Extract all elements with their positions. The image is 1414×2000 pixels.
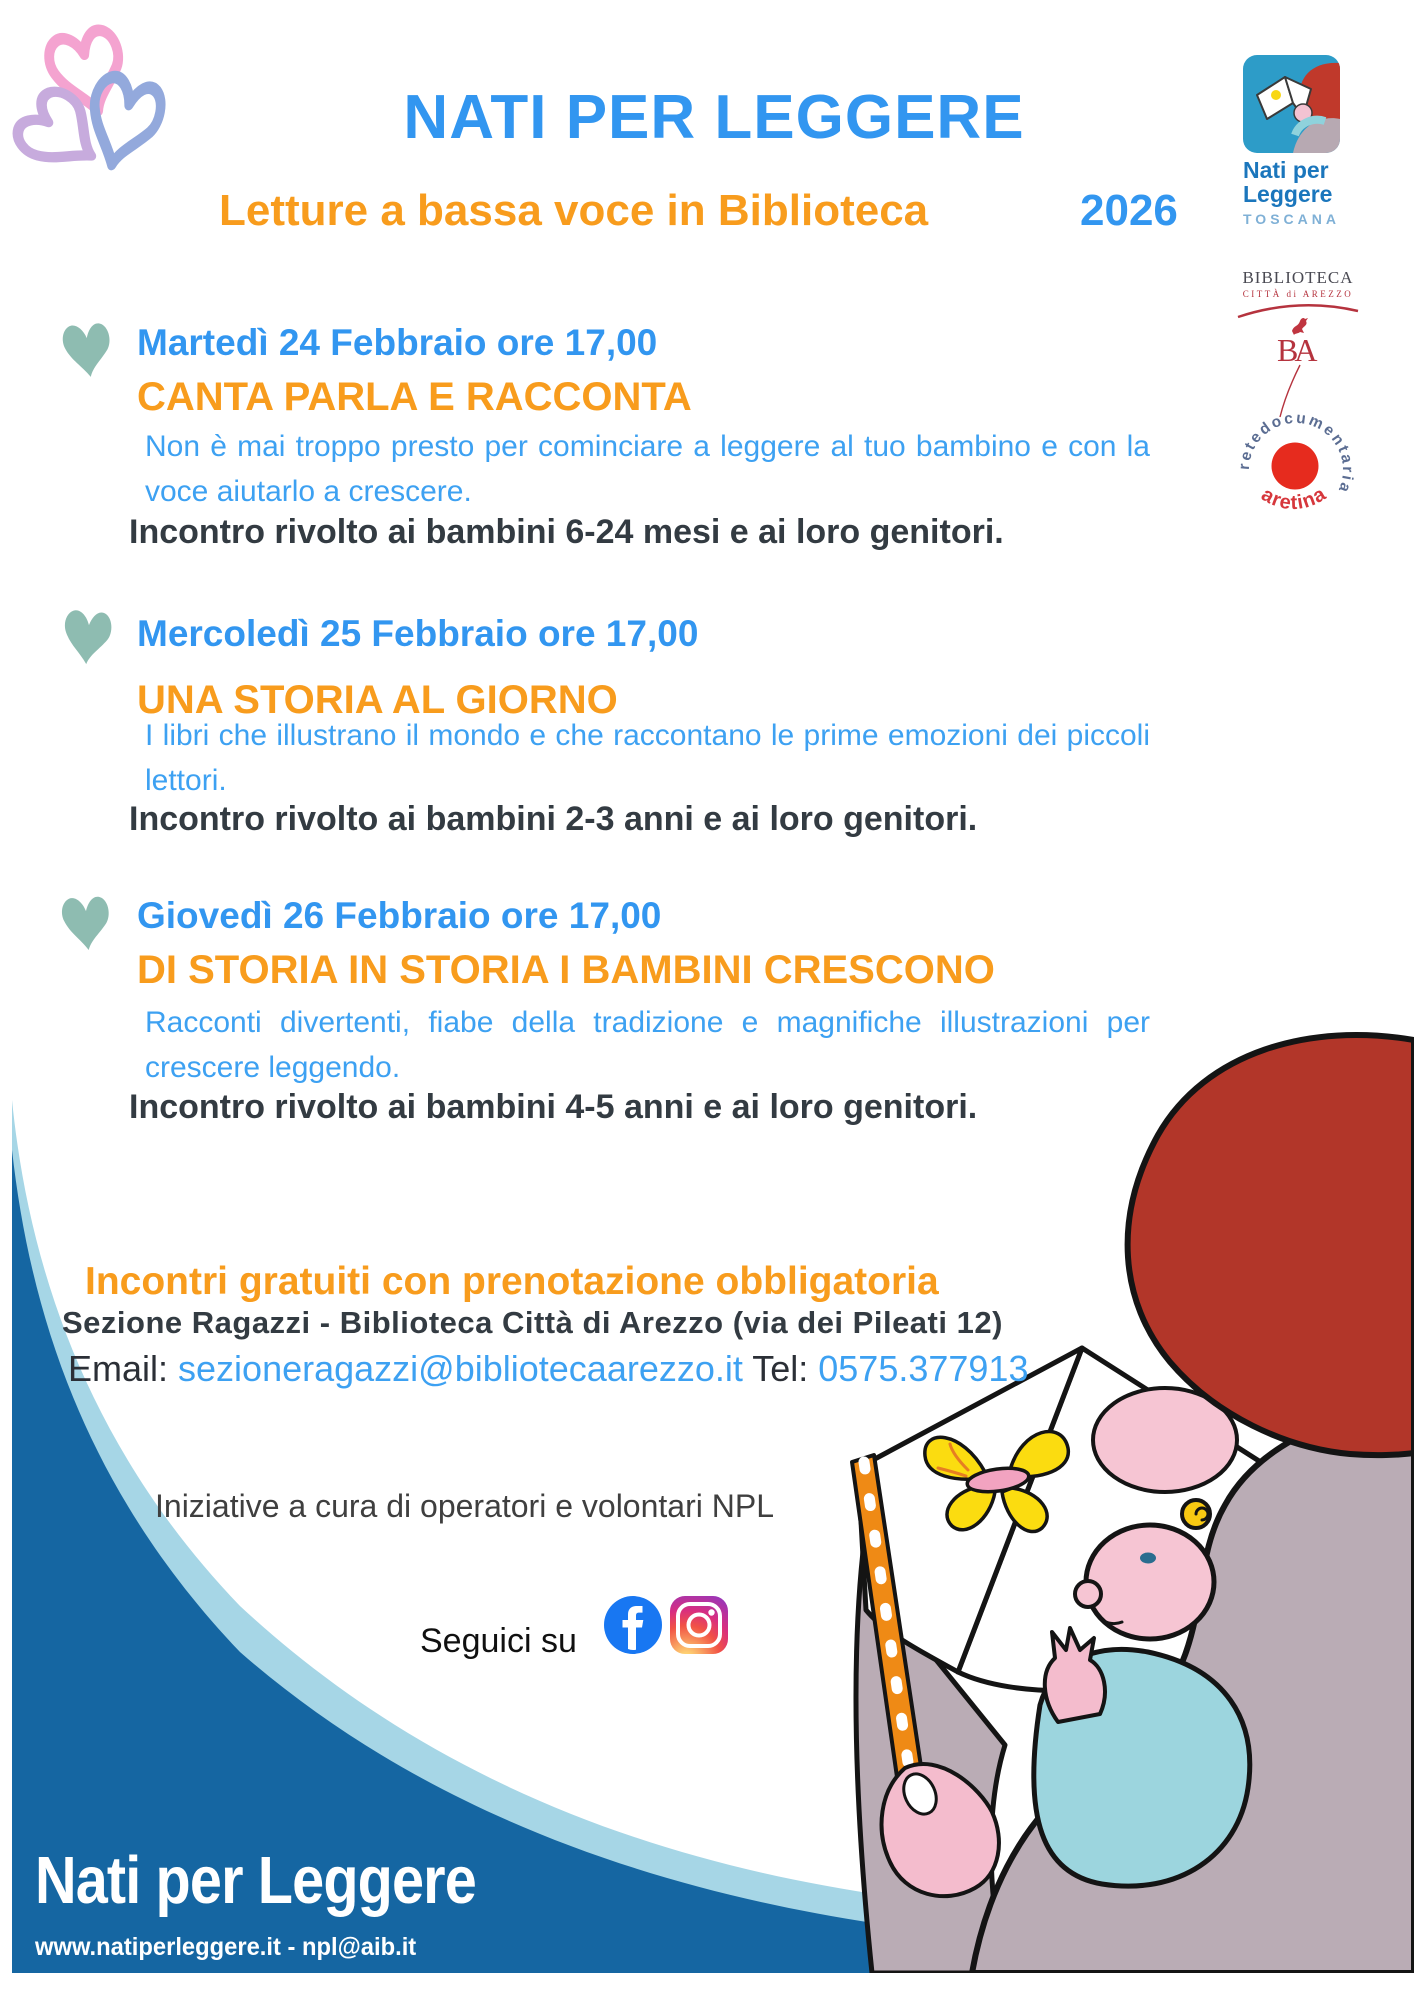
event-1-audience: Incontro rivolto ai bambini 6-24 mesi e ai loro genitori. (129, 513, 1004, 551)
baby-nose (1075, 1581, 1101, 1607)
event-2-date: Mercoledì 25 Febbraio ore 17,00 (137, 613, 699, 654)
booking-contact-line (68, 1348, 1028, 1390)
facebook-icon[interactable] (604, 1596, 662, 1654)
email-label: Email: (68, 1348, 179, 1389)
npl-logo-region: TOSCANA (1243, 211, 1340, 227)
bottom-margin (0, 1973, 1414, 2000)
baby-eye (1140, 1553, 1156, 1564)
footer-brand: Nati per Leggere (35, 1843, 476, 1918)
booking-headline: Incontri gratuiti con prenotazione obbligatoria (85, 1260, 939, 1303)
event-3-title: DI STORIA IN STORIA I BAMBINI CRESCONO (137, 948, 995, 992)
svg-text:BA: BA (1277, 332, 1314, 368)
event-1-title: CANTA PARLA E RACCONTA (137, 375, 692, 419)
event-2-description: I libri che illustrano il mondo e che raccontano le prime emozioni dei piccoli lettori. (145, 719, 1150, 797)
booking-location: Sezione Ragazzi - Biblioteca Città di Arezzo (via dei Pileati 12) (62, 1305, 1003, 1340)
follow-label: Seguici su (420, 1622, 577, 1660)
event-3-date: Giovedì 26 Febbraio ore 17,00 (137, 895, 662, 936)
svg-text:aretina: aretina (1257, 482, 1331, 515)
event-1-date: Martedì 24 Febbraio ore 17,00 (137, 322, 658, 363)
tel-link[interactable]: 0575.377913 (818, 1348, 1029, 1389)
biblioteca-logo-name: BIBLIOTECA (1242, 268, 1354, 287)
npl-logo-icon (1243, 55, 1340, 153)
rete-documentaria-logo (1236, 410, 1356, 537)
instagram-icon[interactable] (670, 1596, 728, 1654)
npl-logo-name-line1: Nati per (1243, 157, 1329, 183)
email-link[interactable]: sezioneragazzi@bibliotecaarezzo.it (178, 1348, 743, 1389)
initiative-credit: Iniziative a cura di operatori e volontari NPL (155, 1488, 774, 1524)
heart-bullet-icon (61, 322, 113, 952)
edition-year: 2026 (1080, 186, 1178, 235)
decorative-hearts-icon (11, 26, 166, 183)
npl-logo-name-line2: Leggere (1243, 181, 1333, 207)
event-3-audience: Incontro rivolto ai bambini 4-5 anni e ai loro genitori. (129, 1088, 978, 1126)
biblioteca-logo-city: CITTÀ di AREZZO (1242, 289, 1354, 299)
npl-toscana-logo (1243, 55, 1353, 227)
mother-baby-illustration (852, 1035, 1414, 1973)
event-2-audience: Incontro rivolto ai bambini 2-3 anni e ai loro genitori. (129, 800, 978, 838)
page-subtitle: Letture a bassa voce in Biblioteca (219, 186, 929, 235)
footer-website[interactable]: www.natiperleggere.it - npl@aib.it (35, 1933, 417, 1961)
tel-label: Tel: (742, 1348, 819, 1389)
event-1-description: Non è mai troppo presto per cominciare a leggere al tuo bambino e con la voce aiutarlo a crescere. (145, 430, 1150, 508)
event-3-description: Racconti divertenti, fiabe della tradizione e magnifiche illustrazioni per crescere leggendo. (145, 1006, 1150, 1084)
svg-text:retedocumentaria: retedocumentaria (1236, 410, 1356, 497)
rete-documentaria-icon (1236, 410, 1356, 532)
event-2-title: UNA STORIA AL GIORNO (137, 678, 618, 722)
page-title: NATI PER LEGGERE (403, 83, 1025, 152)
